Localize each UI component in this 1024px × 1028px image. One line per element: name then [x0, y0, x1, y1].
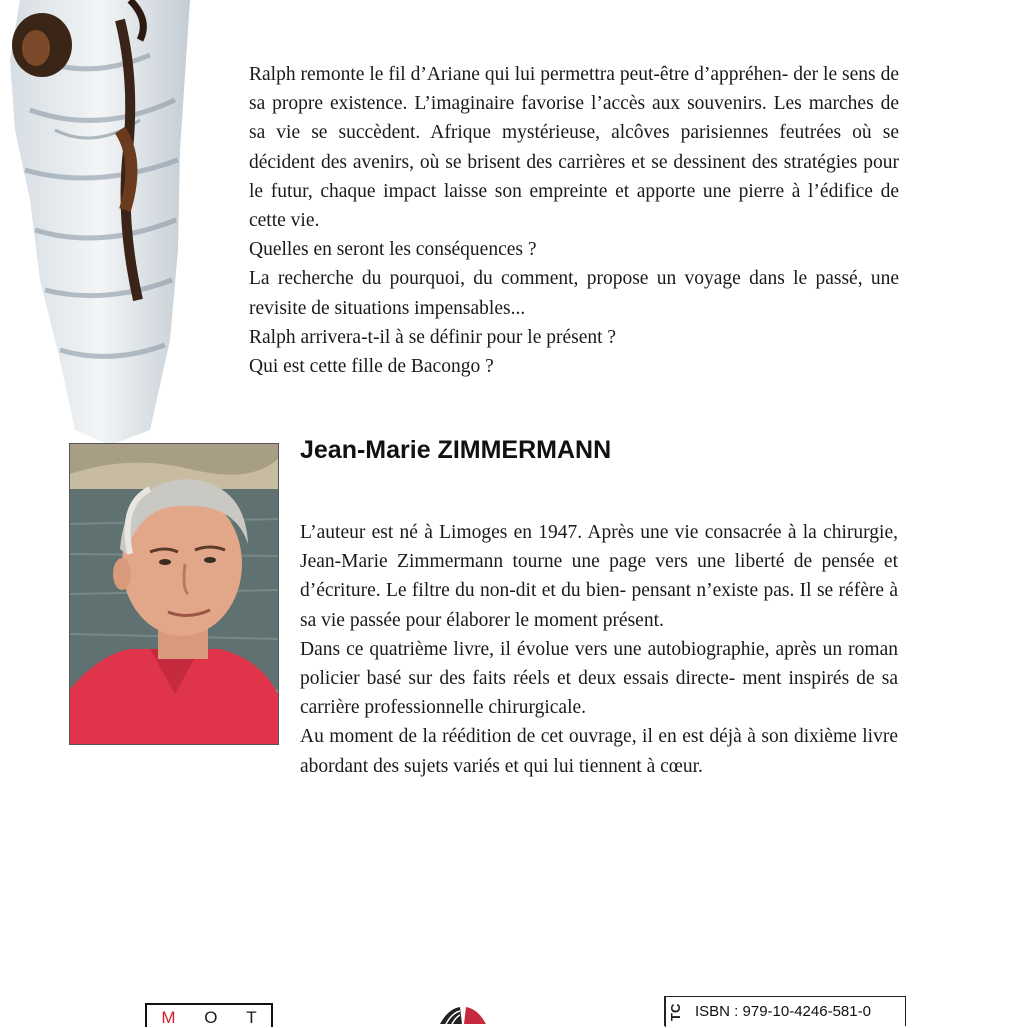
bio-line: moment présent. — [533, 609, 664, 631]
mot-letter: O — [204, 1008, 218, 1027]
bio-line: Dans ce quatrième livre, il évolue vers une autobiographie, après — [300, 638, 817, 660]
author-name: Jean-Marie ZIMMERMANN — [300, 436, 612, 464]
bio-line: un roman policier basé sur des faits réels et deux essais directe- — [300, 638, 898, 690]
bio-line: chirurgie, Jean-Marie Zimmermann tourne une page vers une — [300, 522, 898, 573]
blurb-line: souvenirs. Les marches de sa vie se succèdent. Afrique mystérieuse, — [249, 93, 899, 144]
bio-line: ment inspirés de sa carrière professionnelle chirurgicale. — [300, 668, 898, 719]
blurb-line: Ralph remonte le fil d’Ariane qui lui permettra peut-être d’appréhen- — [249, 64, 789, 85]
blurb-line: der le sens de sa propre existence. L’imaginaire favorise l’accès aux — [249, 64, 899, 115]
author-photo — [69, 443, 279, 745]
mot-letter: T — [246, 1008, 257, 1027]
blurb-line: alcôves parisiennes feutrées où se décident des avenirs, où se brisent — [249, 122, 899, 173]
painted-figure-illustration — [0, 0, 200, 450]
open-book-logo-icon — [438, 1003, 488, 1024]
author-bio — [300, 518, 898, 781]
publisher-mot-logo — [145, 1003, 273, 1027]
bio-line: liberté de pensée et d’écriture. Le filtre du non-dit et du bien- — [300, 551, 898, 602]
blurb-line: Qui est cette fille de Bacongo ? — [249, 356, 494, 378]
blurb-line: La recherche du pourquoi, du comment, propose un voyage dans le — [249, 268, 808, 290]
blurb-line: Ralph arrivera-t-il à se définir pour le présent ? — [249, 326, 617, 348]
bio-line: L’auteur est né à Limoges en 1947. Après une vie consacrée à la — [300, 522, 817, 543]
blurb-line: laisse son empreinte et apporte une pierre à l’édifice de cette vie. — [249, 180, 899, 232]
back-cover-blurb — [249, 60, 899, 381]
blurb-line: Quelles en seront les conséquences ? — [249, 239, 537, 261]
isbn-number: ISBN : 979-10-4246-581-0 — [695, 1003, 871, 1020]
mot-letter: M — [161, 1008, 176, 1027]
blurb-line: passé, une revisite de situations impensables... — [249, 268, 899, 319]
bio-line: dixième livre abordant des sujets variés et qui lui tiennent à cœur. — [300, 726, 898, 777]
blurb-line: des carrières et se dessinent des stratégies pour le futur, chaque impact — [249, 151, 899, 202]
bio-line: Au moment de la réédition de cet ouvrage, il en est déjà à son — [300, 726, 789, 748]
isbn-side-label: TC — [665, 997, 686, 1027]
bio-line: pensant n’existe pas. Il se réfère à sa vie passée pour élaborer le — [300, 580, 899, 631]
isbn-box — [664, 996, 906, 1026]
